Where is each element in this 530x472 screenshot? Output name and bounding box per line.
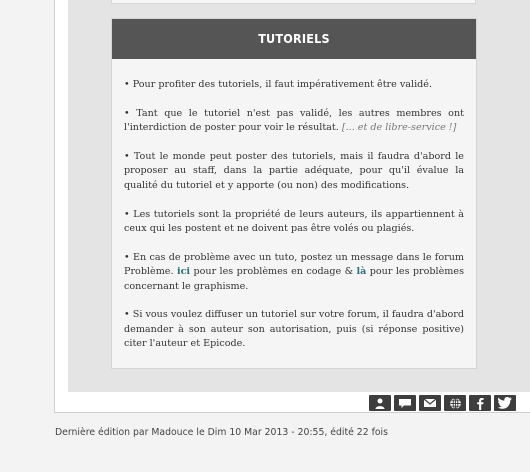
- tutorials-rules-box: [111, 18, 477, 369]
- facebook-button[interactable]: [469, 395, 491, 411]
- private-message-button[interactable]: [394, 395, 416, 411]
- graphics-problems-link[interactable]: là: [356, 266, 367, 278]
- tutorials-rules-body: [112, 59, 476, 352]
- email-button[interactable]: [419, 395, 441, 411]
- post-action-buttons: [369, 395, 516, 411]
- rule-validation: • Pour profiter des tutoriels, il faut impérativement être validé.: [124, 79, 433, 90]
- website-button[interactable]: [444, 395, 466, 411]
- previous-box-edge: [111, 0, 476, 4]
- rule-ownership: • Les tutoriels sont la propriété de leurs auteurs, ils appartiennent à ceux qui les postent et ne doivent pas être volés ou plagiés.: [124, 208, 464, 235]
- tutorials-title: TUTORIELS: [112, 19, 476, 59]
- profile-icon: [374, 397, 386, 409]
- last-edit-info: Dernière édition par Madouce le Dim 10 Mar 2013 - 20:55, édité 22 fois: [55, 427, 388, 438]
- rule-not-validated: • Tant que le tutoriel n'est pas validé, les autres membres ont l'interdiction de poster pour voir le résultat. [... et de libre-service !]: [124, 107, 464, 134]
- private-message-icon: [398, 398, 412, 409]
- email-icon: [423, 398, 437, 408]
- website-icon: [449, 397, 462, 410]
- facebook-icon: [475, 397, 485, 410]
- profile-button[interactable]: [369, 395, 391, 411]
- rule-posting: • Tout le monde peut poster des tutoriels, mais il faudra d'abord le proposer au staff, dans la partie adéquate, pour qu'il évalue la qualité du tutoriel et y apporte (ou non) des modifications.: [124, 151, 464, 191]
- twitter-icon: [498, 397, 512, 409]
- coding-problems-link[interactable]: ici: [176, 266, 191, 278]
- rule-problems: • En cas de problème avec un tuto, postez un message dans le forum Problème. ici pour les problèmes en codage & là pour les problèmes concernant le graphisme.: [124, 251, 464, 292]
- rule-note: [... et de libre-service !]: [341, 122, 457, 134]
- twitter-button[interactable]: [494, 395, 516, 411]
- rule-sharing: • Si vous voulez diffuser un tutoriel sur votre forum, il faudra d'abord demander à son auteur son autorisation, puis (si réponse positive) citer l'auteur et Epicode.: [124, 309, 464, 350]
